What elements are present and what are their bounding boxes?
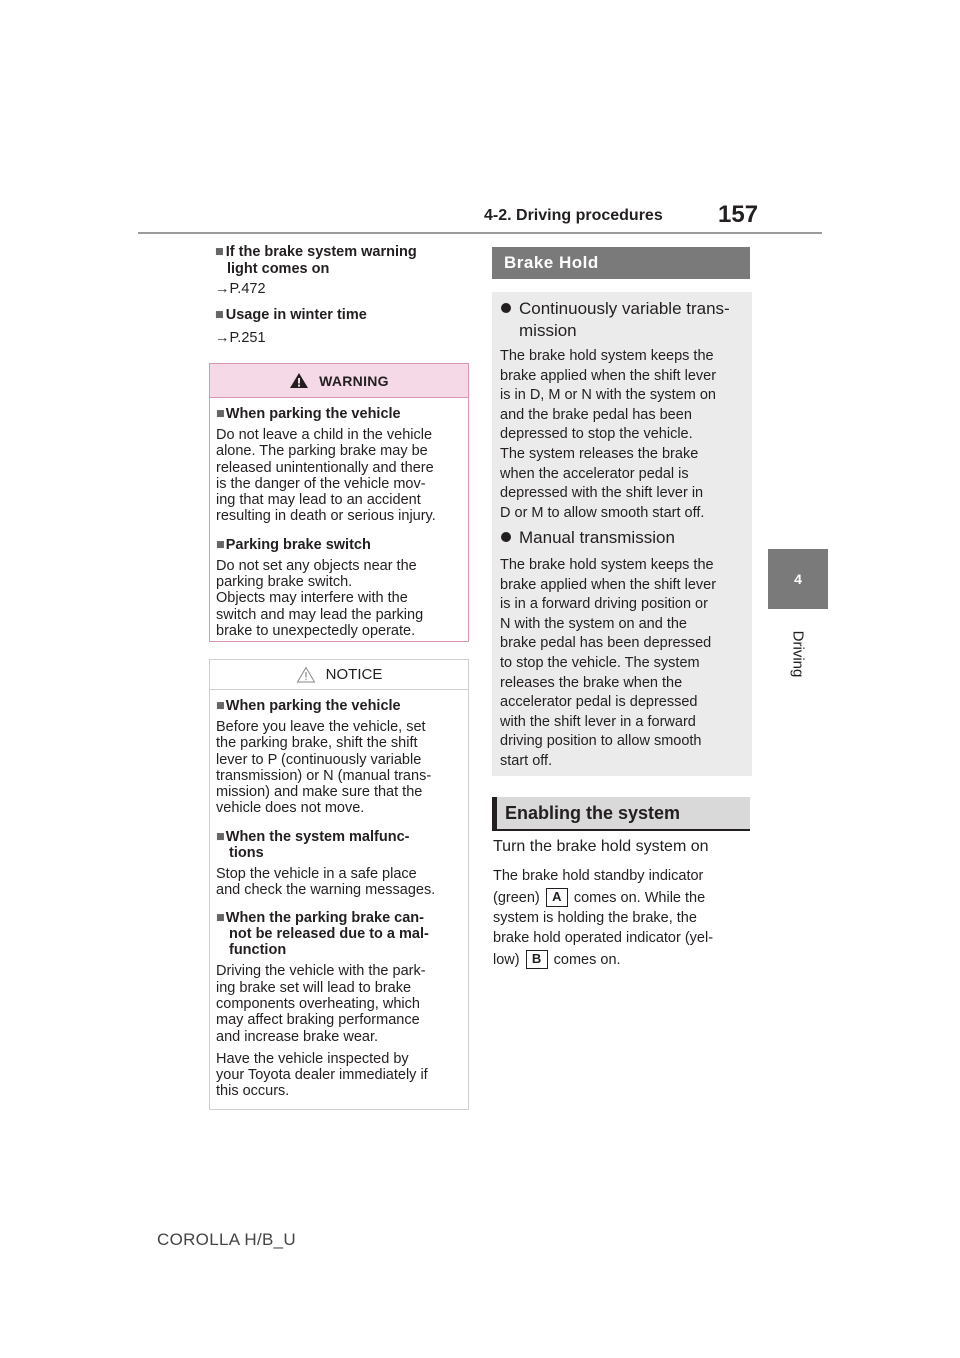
enabling-system-heading: Enabling the system bbox=[492, 797, 750, 831]
warning-header bbox=[210, 364, 468, 398]
chapter-label bbox=[767, 618, 829, 690]
bullet-dot-icon bbox=[501, 532, 511, 542]
notice-section-title: ■When the parking brake can- not be released due to a mal- function bbox=[216, 910, 429, 959]
warning-section-title: ■When parking the vehicle bbox=[216, 406, 401, 422]
page-reference-link[interactable]: →P.251 bbox=[215, 330, 266, 346]
manual-heading: Manual transmission bbox=[501, 527, 675, 549]
body-line: The brake hold standby indicator bbox=[493, 868, 704, 884]
warning-box bbox=[209, 363, 469, 642]
indicator-key-b: B bbox=[526, 950, 548, 969]
notice-section-text: Stop the vehicle in a safe place and check the warning messages. bbox=[216, 865, 436, 899]
body-line: low) B comes on. bbox=[493, 951, 621, 968]
section-title: 4-2. Driving procedures bbox=[484, 207, 663, 224]
body-line: brake hold operated indicator (yel- bbox=[493, 930, 714, 946]
item-title: Usage in winter time bbox=[225, 307, 367, 323]
indicator-description bbox=[493, 866, 743, 970]
warning-section-text: Do not set any objects near the parking brake switch. Objects may interfere with the switch and may lead the parking brake to unexpectedly operate. bbox=[216, 557, 424, 639]
cvt-description: The brake hold system keeps the brake applied when the shift lever is in D, M or N with the system on and the brake pedal has been depressed to stop the vehicle. The system releases the brake when the accelerator pedal is depressed with the shift lever in D or M to allow smooth start off. bbox=[500, 348, 717, 521]
body-line: (green) A comes on. While the bbox=[493, 889, 706, 906]
brake-hold-heading: Brake Hold bbox=[492, 247, 750, 279]
page-number: 157 bbox=[718, 201, 759, 228]
indicator-key-a: A bbox=[546, 888, 568, 907]
warning-heading: WARNING bbox=[319, 372, 389, 389]
square-bullet-icon: ■ bbox=[215, 307, 224, 323]
warning-triangle-icon bbox=[289, 372, 309, 389]
item-winter-usage bbox=[215, 307, 367, 324]
notice-heading: NOTICE bbox=[325, 666, 383, 683]
notice-box bbox=[209, 659, 469, 1110]
square-bullet-icon: ■ bbox=[216, 406, 225, 422]
manual-description: The brake hold system keeps the brake applied when the shift lever is in a forward driving position or N with the system on and the brake pedal has been depressed to stop the vehicle. The system releases the brake when the accelerator pedal is depressed with the shift lever in a forward driving position to allow smooth start off. bbox=[500, 557, 717, 769]
notice-header bbox=[210, 660, 468, 690]
chapter-tab bbox=[768, 549, 828, 609]
notice-section-title: ■When parking the vehicle bbox=[216, 698, 401, 714]
warning-section-title: ■Parking brake switch bbox=[216, 536, 371, 553]
notice-body bbox=[210, 690, 468, 1100]
notice-section-text: Before you leave the vehicle, set the parking brake, shift the shift lever to P (continuously variable transmission) or N (manual trans- mission) and make sure that the vehicle does not move. bbox=[216, 719, 432, 817]
cvt-heading: Continuously variable trans- mission bbox=[501, 298, 730, 342]
item-brake-warning-light bbox=[215, 244, 417, 278]
header-rule bbox=[138, 232, 822, 234]
page-reference-link[interactable]: →P.472 bbox=[215, 281, 266, 297]
step-instruction: Turn the brake hold system on bbox=[493, 838, 709, 855]
notice-section-title: ■When the system malfunc- tions bbox=[216, 828, 410, 861]
notice-section-text: Driving the vehicle with the park- ing brake set will lead to brake components overheating, which may affect braking performance and increase brake wear. bbox=[216, 963, 426, 1045]
square-bullet-icon: ■ bbox=[215, 244, 224, 260]
bullet-dot-icon bbox=[501, 303, 511, 313]
chapter-number: 4 bbox=[794, 571, 802, 587]
caution-triangle-icon bbox=[296, 666, 316, 683]
item-title-line2: light comes on bbox=[227, 261, 330, 277]
warning-body bbox=[210, 398, 468, 639]
item-title-line1: If the brake system warning bbox=[225, 244, 417, 260]
notice-section-text: Have the vehicle inspected by your Toyota dealer immediately if this occurs. bbox=[216, 1050, 428, 1100]
chapter-name: Driving bbox=[789, 630, 807, 678]
model-code-footer: COROLLA H/B_U bbox=[157, 1230, 297, 1249]
square-bullet-icon: ■ bbox=[216, 828, 225, 845]
square-bullet-icon: ■ bbox=[216, 910, 225, 927]
warning-section-text: Do not leave a child in the vehicle alone. The parking brake may be released unintentionally and there is the danger of the vehicle mov- ing that may lead to an accident resulting in death or serious injury. bbox=[216, 427, 436, 525]
square-bullet-icon: ■ bbox=[216, 536, 225, 553]
brake-hold-description-panel bbox=[492, 292, 752, 776]
square-bullet-icon: ■ bbox=[216, 698, 225, 714]
body-line: system is holding the brake, the bbox=[493, 910, 697, 926]
